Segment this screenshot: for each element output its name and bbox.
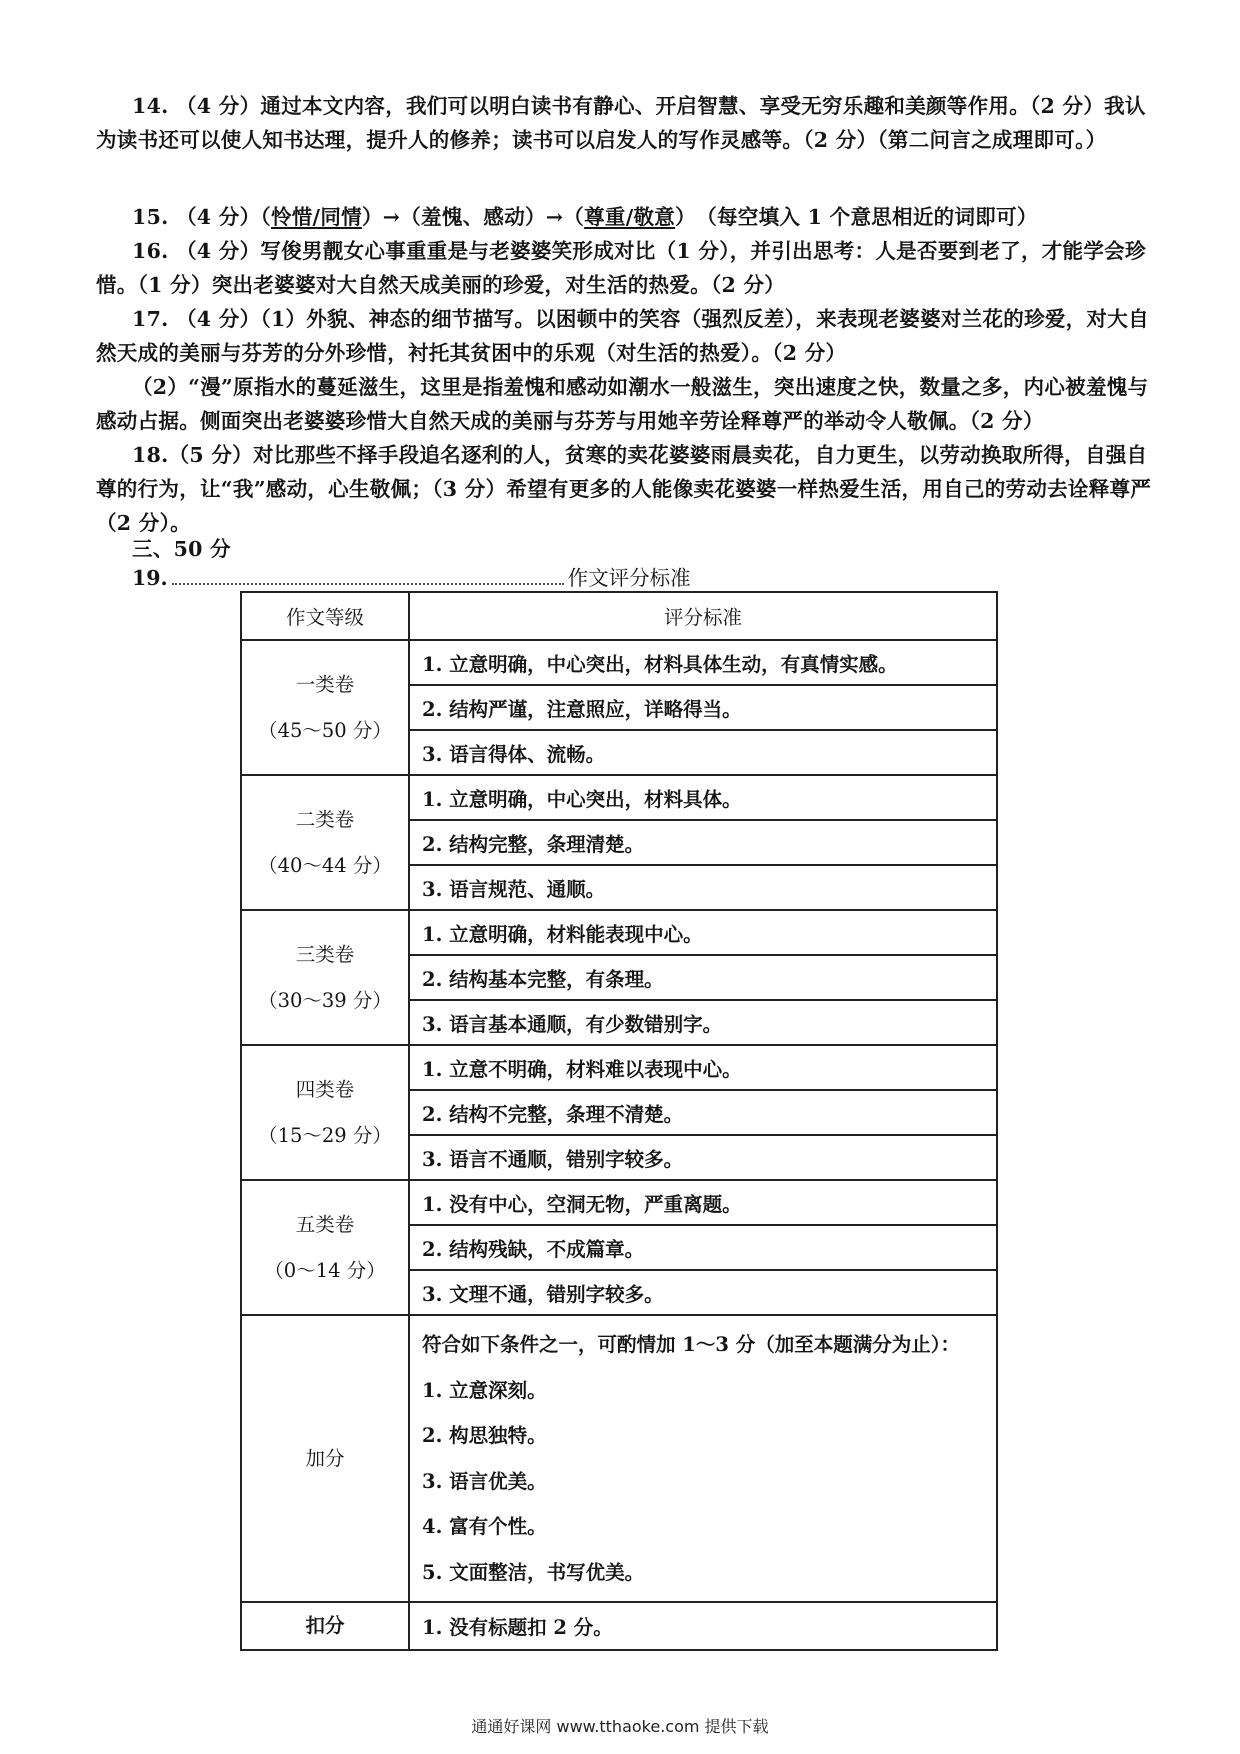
table-row <box>241 1180 997 1225</box>
section-3-heading: 三、50 分 <box>132 537 231 561</box>
answer-15-blank-1: 怜惜/同情 <box>270 205 362 229</box>
criteria-cell: 3. 文理不通，错别字较多。 <box>409 1270 997 1315</box>
level-range: （15～29 分） <box>258 1123 392 1147</box>
level-cell <box>241 775 409 910</box>
bonus-item: 1. 立意深刻。 <box>422 1378 547 1402</box>
criteria-cell: 3. 语言基本通顺，有少数错别字。 <box>409 1000 997 1045</box>
answer-14-part2: 我认为读书还可以使人知书达理，提升人的修养；读书可以启发人的写作灵感等。（2 分）（第二问言之成理即可。） <box>96 94 1146 152</box>
answer-14-part1: 14. （4 分）通过本文内容，我们可以明白读书有静心、开启智慧、享受无穷乐趣和美颜等作用。（2 分） <box>132 94 1105 118</box>
level-range: （40～44 分） <box>258 853 392 877</box>
bonus-intro: 符合如下条件之一，可酌情加 1～3 分（加至本题满分为止）： <box>422 1333 960 1356</box>
dotted-leader <box>172 563 564 585</box>
bonus-item: 4. 富有个性。 <box>422 1515 547 1538</box>
page-footer: 通通好课网 www.tthaoke.com 提供下载 <box>471 1717 769 1736</box>
criteria-cell: 1. 立意明确，材料能表现中心。 <box>409 910 997 955</box>
criteria-cell: 3. 语言规范、通顺。 <box>409 865 997 910</box>
level-cell <box>241 910 409 1045</box>
level-cell <box>241 1180 409 1315</box>
deduct-label: 扣分 <box>241 1602 409 1650</box>
bonus-criteria <box>409 1315 997 1602</box>
level-name: 二类卷 <box>295 807 355 831</box>
answer-14 <box>96 89 1158 157</box>
answer-15-blank-3: 尊重/敬意 <box>584 205 676 229</box>
level-range: （30～39 分） <box>258 988 392 1012</box>
table-row <box>241 1045 997 1090</box>
header-criteria: 评分标准 <box>409 592 997 640</box>
level-name: 一类卷 <box>295 672 355 696</box>
bonus-row <box>241 1315 997 1602</box>
answer-15-prefix: 15. （4 分）（ <box>132 205 271 229</box>
header-level: 作文等级 <box>241 592 409 640</box>
criteria-cell: 1. 立意明确，中心突出，材料具体生动，有真情实感。 <box>409 640 997 685</box>
level-range: （45～50 分） <box>258 718 392 742</box>
question-19-number: 19. <box>132 566 168 590</box>
answer-15-middle: ）→（羞愧、感动）→（ <box>361 205 585 229</box>
answer-15 <box>96 200 1158 234</box>
answer-15-suffix: ） （每空填入 1 个意思相近的词即可） <box>675 205 1038 229</box>
question-19-line <box>132 563 1032 593</box>
level-name: 四类卷 <box>295 1077 355 1101</box>
level-name: 三类卷 <box>295 942 355 966</box>
bonus-item: 3. 语言优美。 <box>422 1469 547 1493</box>
answer-16: 16. （4 分）写俊男靓女心事重重是与老婆婆笑形成对比（1 分），并引出思考：人是否要到老了，才能学会珍惜。（1 分）突出老婆婆对大自然天成美丽的珍爱，对生活的热爱。（2 分） <box>96 239 1146 297</box>
criteria-cell: 2. 结构完整，条理清楚。 <box>409 820 997 865</box>
criteria-cell: 2. 结构不完整，条理不清楚。 <box>409 1090 997 1135</box>
grading-table-title: 作文评分标准 <box>567 566 691 590</box>
level-cell <box>241 1045 409 1180</box>
criteria-cell: 1. 立意不明确，材料难以表现中心。 <box>409 1045 997 1090</box>
criteria-cell: 2. 结构严谨，注意照应，详略得当。 <box>409 685 997 730</box>
level-range: （0～14 分） <box>264 1258 386 1282</box>
criteria-cell: 1. 没有中心，空洞无物，严重离题。 <box>409 1180 997 1225</box>
criteria-cell: 2. 结构残缺，不成篇章。 <box>409 1225 997 1270</box>
bonus-label: 加分 <box>241 1315 409 1602</box>
criteria-cell: 3. 语言得体、流畅。 <box>409 730 997 775</box>
criteria-cell: 1. 立意明确，中心突出，材料具体。 <box>409 775 997 820</box>
bonus-item: 2. 构思独特。 <box>422 1424 547 1447</box>
grading-table <box>240 591 998 1651</box>
answer-18: 18.（5 分）对比那些不择手段追名逐利的人，贫寒的卖花婆婆雨晨卖花，自力更生，以劳动换取所得，自强自尊的行为，让“我”感动，心生敬佩；（3 分）希望有更多的人能像卖花婆婆一样热爱生活，用自己的劳动去诠释尊严（2 分）。 <box>96 443 1152 535</box>
answer-17-part1: 17. （4 分）（1）外貌、神态的细节描写。以困顿中的笑容（强烈反差），来表现老婆婆对兰花的珍爱，对大自然天成的美丽与芬芳的分外珍惜，衬托其贫困中的乐观（对生活的热爱）。（2 分） <box>96 307 1149 365</box>
level-cell <box>241 640 409 775</box>
bonus-item: 5. 文面整洁，书写优美。 <box>422 1560 645 1584</box>
criteria-cell: 2. 结构基本完整，有条理。 <box>409 955 997 1000</box>
answer-17-part2: （2）“漫”原指水的蔓延滋生，这里是指羞愧和感动如潮水一般滋生，突出速度之快，数量之多，内心被羞愧与感动占据。侧面突出老婆婆珍惜大自然天成的美丽与芬芳与用她辛劳诠释尊严的举动令人敬佩。（2 分） <box>96 375 1149 433</box>
level-name: 五类卷 <box>295 1212 355 1236</box>
criteria-cell: 3. 语言不通顺，错别字较多。 <box>409 1135 997 1180</box>
table-row <box>241 910 997 955</box>
table-row <box>241 640 997 685</box>
table-row <box>241 775 997 820</box>
deduct-row <box>241 1602 997 1650</box>
deduct-item: 1. 没有标题扣 2 分。 <box>409 1602 997 1650</box>
table-header-row <box>241 592 997 640</box>
